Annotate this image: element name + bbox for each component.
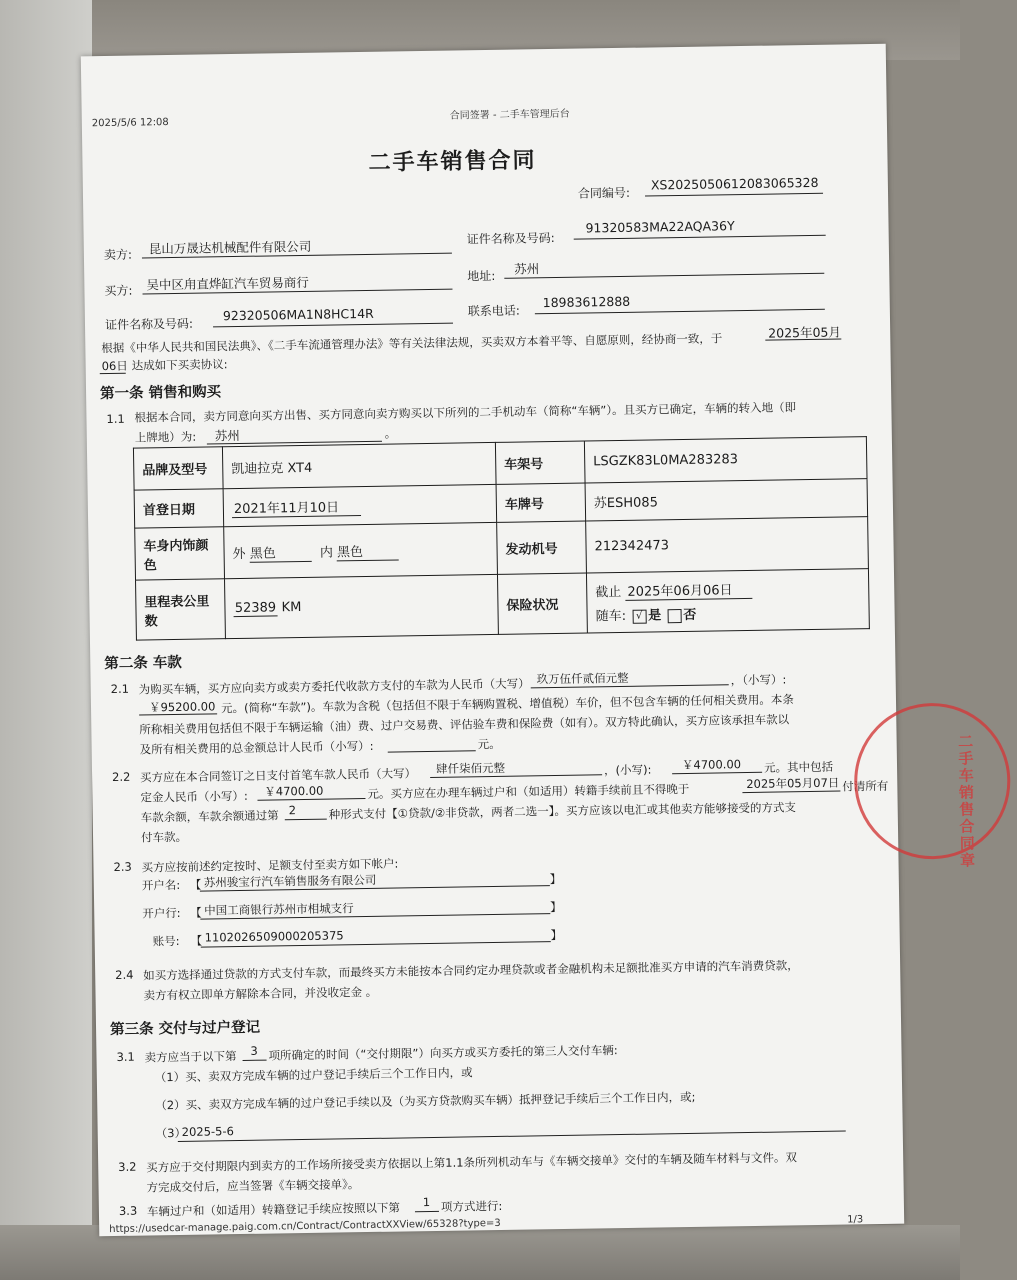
first-payment-lower: ￥4700.00 [681,757,742,773]
clause-2-2-h: 种形式支付【①贷款/②非贷款，两者二选一】。买方应该以电汇或其他卖方能够接受的方式支 [328,800,797,822]
delivery-date: 2025-5-6 [181,1124,234,1139]
clause-2-4-num: 2.4 [115,967,134,982]
deposit-value: ￥4700.00 [264,783,324,799]
clause-3-1-a: 卖方应当于以下第 [144,1049,237,1065]
bracket-open-3: 【 [190,933,203,948]
mileage-value: 52389 [234,599,277,616]
seller-label: 卖方: [103,247,133,263]
clause-3-1-num: 3.1 [116,1049,135,1064]
preamble-date: 2025年05月 [768,324,842,341]
clause-2-2-g: 车款余额，车款余额通过第 [140,808,279,825]
buyer-id-label: 证件名称及号码: [104,316,194,333]
vin-label: 车架号 [495,441,585,484]
account-no-value: 1102026509000205375 [204,928,344,945]
delivery-option-3-label: （3） [155,1125,187,1141]
buyer-phone-label: 联系电话: [467,303,520,319]
buyer-name: 吴中区甪直烨缸汽车贸易商行 [146,274,309,293]
brand-value: 凯迪拉克 XT4 [222,442,496,488]
clause-2-1-f: 元。 [477,736,501,752]
seller-id-value: 91320583MA22AQA36Y [585,218,735,236]
no-label: 否 [683,607,697,623]
clause-3-2-b: 方完成交付后，应当签署《车辆交接单》。 [146,1177,360,1195]
insurance-label: 保险状况 [497,573,587,634]
clause-2-1-e: 及所有相关费用的总金额总计人民币（小写）: [139,738,374,757]
clause-2-2-b: ，(小写): [603,762,652,778]
clause-2-1-b: ，（小写）: [730,672,787,688]
destination-city: 苏州 [214,427,240,444]
clause-1-1-text2: 上牌地）为: [134,429,197,445]
exterior-prefix: 外 [232,546,246,562]
yes-checkbox[interactable]: √ [632,609,646,623]
clause-2-2-i: 付车款。 [140,829,188,845]
clause-2-3-intro: 买方应按前述约定按时、足额支付至卖方如下帐户: [141,856,399,875]
clause-2-1-d: 所称相关费用包括但不限于车辆运输（油）费、过户交易费、评估验车费和保险费（如有）。双方特此确认，买方应该承担车款以 [139,712,790,737]
clause-2-2-d: 定金人民币（小写）: [140,788,248,805]
interior-color: 黑色 [337,540,399,561]
mileage-cell [225,574,499,638]
account-name-label: 开户名: [141,877,181,893]
clause-2-4-b: 卖方有权立即单方解除本合同，并没收定金 。 [143,984,378,1003]
clause-2-2-f: 付清所有 [842,778,889,794]
bracket-close-3: 】 [550,927,563,943]
preamble-text: 根据《中华人民共和国民法典》、《二手车流通管理办法》等有关法律法规，买卖双方本着平等、自愿原则，经协商一致，于 [101,331,723,356]
vehicle-info-table [133,436,870,641]
clause-2-4-a: 如买方选择通过贷款的方式支付车款，而最终买方未能按本合同约定办理贷款或者金融机构未足额批准买方申请的汽车消费贷款， [143,958,799,983]
seal-text: 二手车销售合同章 [957,732,976,870]
buyer-phone-value: 18983612888 [542,293,631,311]
print-site-title: 合同签署 - 二手车管理后台 [449,108,570,122]
buyer-address-value: 苏州 [514,261,540,277]
bank-label: 开户行: [142,905,181,921]
first-registration-cell [223,484,497,526]
buyer-id-value: 92320506MA1N8HC14R [222,305,374,324]
exterior-color: 黑色 [250,541,312,562]
section1-title: 第一条 销售和购买 [99,384,222,403]
plate-value: 苏ESH085 [585,479,868,521]
clause-3-1-b: 项所确定的时间（“交付期限”）向买方或买方委托的第三人交付车辆: [268,1043,618,1063]
contract-no-label: 合同编号: [577,185,631,201]
account-name-value: 苏州骏宝行汽车销售服务有限公司 [203,872,377,890]
color-cell [224,522,498,578]
first-payment-upper: 肆仟柒佰元整 [435,760,506,776]
no-checkbox[interactable] [667,609,681,623]
yes-label: 是 [648,608,662,624]
brand-label: 品牌及型号 [133,447,223,490]
transfer-option: 1 [422,1195,431,1210]
vin-value: LSGZK83L0MA283283 [584,437,867,483]
print-datetime: 2025/5/6 12:08 [91,117,169,130]
clause-3-3-num: 3.3 [118,1203,138,1218]
clause-2-3-num: 2.3 [113,859,132,874]
clause-2-2-c: 元。其中包括 [763,759,834,775]
delivery-option-2: （2）买、卖双方完成车辆的过户登记手续以及（为买方贷款购买车辆）抵押登记手续后三个工作日内，或; [155,1089,696,1113]
preamble-day: 06日 [101,358,128,374]
bracket-close-2: 】 [550,899,562,915]
section3-title: 第三条 交付与过户登记 [109,1019,261,1039]
plate-label: 车牌号 [496,483,586,522]
insurance-until-prefix: 截止 [595,584,622,601]
section2-title: 第二条 车款 [104,654,183,673]
engine-value: 212342473 [586,517,869,573]
buyer-label: 买方: [104,283,133,299]
clause-1-1-end: 。 [384,426,397,441]
clause-1-1-text: 根据本合同，卖方同意向买方出售、买方同意向卖方购买以下所列的二手机动车（简称“车辆”）。且买方已确定，车辆的转入地（即 [134,400,797,425]
delivery-option-1: （1）买、卖双方完成车辆的过户登记手续后三个工作日内，或 [154,1065,473,1085]
first-registration-label: 首登日期 [134,489,224,528]
preamble-line2: 达成如下买卖协议: [131,357,228,373]
contract-no-value: XS2025050612083065328 [650,174,819,193]
contract-page [81,44,976,1236]
mileage-unit: KM [281,599,302,615]
buyer-address-label: 地址: [467,268,496,284]
price-upper: 玖万伍仟贰佰元整 [536,670,629,687]
clause-3-3-a: 车辆过户和（如适用）转籍登记手续应按照以下第 [146,1200,401,1219]
delivery-option: 3 [250,1043,258,1058]
account-no-label: 账号: [152,933,180,949]
footer-page: 1/3 [847,1214,864,1226]
seller-name: 昆山万晟达机械配件有限公司 [148,238,312,257]
first-registration-value: 2021年11月10日 [232,496,361,518]
seller-id-label: 证件名称及号码: [466,230,555,247]
company-seal [853,702,1011,870]
mileage-label: 里程表公里 数 [136,579,226,640]
clause-3-2-a: 买方应于交付期限内到卖方的工作场所接受卖方依据以上第1.1条所列机动车与《车辆交接单》交付的车辆及随车材料与文件。双 [146,1150,798,1175]
clause-2-2-a: 买方应在本合同签订之日支付首笔车款人民币（大写） [140,766,417,785]
bracket-open-1: 【 [189,877,202,892]
engine-label: 发动机号 [497,521,587,574]
bracket-close-1: 】 [549,871,562,887]
background-left [0,0,92,1280]
with-car-label: 随车: [595,608,627,625]
bracket-open-2: 【 [190,905,202,920]
color-label: 车身内饰颜 色 [135,527,225,580]
balance-deadline: 2025年05月07日 [746,775,840,792]
clause-2-1-a: 为购买车辆，买方应向卖方或卖方委托代收款方支付的车款为人民币（大写） [138,676,530,697]
clause-1-1-num: 1.1 [106,411,125,427]
interior-prefix: 内 [319,544,334,561]
page-title: 二手车销售合同 [368,148,537,176]
clause-2-1-num: 2.1 [110,681,130,697]
clause-3-2-num: 3.2 [118,1159,137,1174]
clause-2-2-e: 元。买方应在办理车辆过户和（如适用）转籍手续前且不得晚于 [367,781,690,801]
clause-2-2-num: 2.2 [111,769,131,784]
insurance-cell [586,569,869,633]
bank-value: 中国工商银行苏州市相城支行 [204,901,354,918]
price-lower: ￥95200.00 [148,699,216,715]
insurance-until: 2025年06月06日 [625,579,752,601]
clause-3-3-b: 项方式进行: [440,1198,503,1214]
clause-2-1-c: 元。(简称“车款”)。车款为含税（包括但不限于车辆购置税、增值税）车价，但不包含车辆的任何相关费用。本条 [220,692,794,716]
payment-method: 2 [288,803,297,818]
footer-url: https://usedcar-manage.paig.com.cn/Contract/ContractXXView/65328?type=3 [109,1217,501,1236]
